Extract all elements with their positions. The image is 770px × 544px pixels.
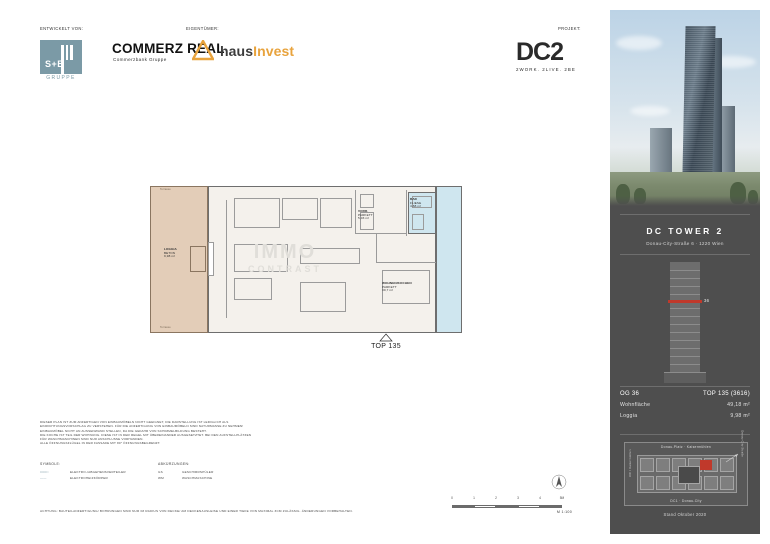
info-row-loggia [610,413,760,424]
north-arrow-icon [548,474,570,490]
unit-marker [356,333,416,350]
unit-marker-label: TOP 135 [371,343,401,350]
sb-logo-bars [61,45,77,60]
note-line: EINBAUMÖBEL NICHT AN AUSSENWAND STELLEN, DA DIE GEFAHR VON SCHIMMELBILDUNG BESTEHT. [40,428,207,433]
unit-info-block [610,391,760,424]
hausinvest-suffix: Invest [253,43,295,59]
watermark-line2: CONTRAST [248,264,322,274]
legend-abbrev: GS [158,470,163,474]
sb-logo-text: S+B [45,59,65,69]
sb-gruppe-logo [40,40,82,82]
key-elevation-tower [670,262,700,372]
wall-segment [406,190,407,236]
hausinvest-logo [220,43,294,59]
wall-segment [355,233,407,234]
note-line: FÜR WASCHMASCHINEN SIND NUR ANSCHLUSSE VORHANDEN. [40,437,144,442]
legend-abbrev-text: GESCHIRRSPÜLER [182,470,214,474]
legend [40,462,300,482]
legend-symbol: □□□□ [40,470,49,474]
commerz-real-name: COMMERZ REAL [112,41,225,56]
developer-label: ENTWICKELT VON: [40,26,84,31]
legend-abbrev-header: ABKÜRZUNGEN: [158,462,190,466]
room-label-hall: VORR. PARKETT 5,03 m² [358,209,373,221]
project-address: Donau-City-Straße 6 · 1220 Wien [646,241,724,246]
scale-tick-label: 5M [559,496,565,500]
key-plan-left-label: VIC / Kaisermühlen [628,449,632,477]
legend-text: ELEKTRO-/ABGEHENSVERTEILER [70,470,126,474]
building-photo [610,10,760,206]
loggia-value: 9,98 m² [730,413,750,419]
key-plan-title: Donau-Platz · Kaisermühlen [660,445,712,449]
wall-segment [376,233,377,263]
room-label-loggia: LOGGIA BETON 9,98 m² [164,247,177,259]
scale-tick-label: 2 [495,496,497,500]
furniture-item [234,244,288,272]
legend-text: ELEKTROHEIZKÖRPER [70,476,108,480]
balcony-door[interactable] [208,242,214,276]
note-line: DIE KOCHE IST TEIL DER WOHNUNG. DIESE IST IN DER REGEL MIT ÜBEREINANDER AUSGESETZTET. BEI DEN AUFSTELLPLÄTZEN [40,432,252,437]
date-note: Stand Oktober 2020 [663,512,707,517]
commerz-real-sub: Commerzbank Gruppe [113,57,167,62]
furniture-item [300,282,346,312]
divider [620,434,750,435]
wall-segment [226,200,227,318]
dc2-project-logo [516,40,588,72]
furniture-item [234,198,280,228]
scale-bar-graphic [452,505,572,508]
edge-note-top: Terrasse [160,188,171,191]
scale-tick-label: 4 [539,496,541,500]
legend-abbrev: WM [158,476,164,480]
east-facade-strip [436,186,462,333]
triangle-icon [379,333,393,342]
area-label: Wohnfläche [620,402,651,408]
furniture-item [300,248,360,264]
dc2-tagline: 2WORK. 2LIVE. 2BE [516,67,576,72]
scale-tick-label: 0 [451,496,453,500]
floor-label: OG 36 [620,391,640,397]
plan-notes [40,420,340,446]
legend-abbrev-text: WASCHMASCHINE [182,476,213,480]
key-elevation-diagram [610,262,760,387]
info-row-floor [610,391,760,402]
furniture-item [320,198,352,228]
current-floor-marker [668,300,702,303]
photo-building-b [722,106,735,174]
project-label: PROJEKT: [558,26,581,31]
key-plan-north-icon [725,450,739,460]
furniture-item [282,198,318,220]
note-line: EINRICHTUNGSVORSCHLAG ZU VERSTEHEN. FÜR DIE ANFERTIGUNG VON EINBAUMÖBELN SIND NATURMASSE ZU NEHMEN! [40,424,244,429]
wall-segment [208,186,462,187]
current-floor-marker-label: 36 [704,298,710,303]
photo-dc-tower [682,26,715,174]
divider [620,386,750,387]
loggia-label: Loggia [620,413,638,419]
scale-tick-label: 1 [473,496,475,500]
furniture-item [360,194,374,208]
bath-fixture [412,214,424,230]
scale-bar [451,496,572,514]
legend-row [40,476,300,482]
photo-building-c [650,128,672,174]
edge-note-bottom: Terrasse [160,326,171,329]
key-plan-footer: DC1 · Donau-City [670,499,702,503]
key-plan [624,430,748,506]
info-row-area [610,402,760,413]
divider [620,214,750,215]
key-plan-right-label: Donau-City-Straße [741,430,745,457]
wall-segment [208,332,462,333]
wall-segment [355,190,356,234]
owner-label: EIGENTÜMER: [186,26,219,31]
divider [620,254,750,255]
legend-symbol: —— [40,476,47,480]
floor-plan-drawing [150,186,462,333]
sb-logo-sub: GRUPPE [46,75,76,81]
scale-ticks [452,496,572,505]
note-line: DIESER PLAN IST ZUM ANFERTIGEN VON EINBAUMÖBELN NICHT GEEIGNET, DIE DARSTELLUNG IST LEDIGLICH ALS [40,420,229,424]
room-label-living: WOHNEN/KOCHEN PARKETT 30,7 m² [382,281,412,293]
loggia-furniture [190,246,206,272]
wall-segment [436,186,437,333]
room-label-bath: BAD FLIESE 4,88 m² [410,197,422,209]
key-elevation-base [664,372,706,383]
project-title: DC TOWER 2 [646,226,724,236]
key-plan-core [678,466,700,484]
note-line: ALLE ÖFFNUNGSFLÜGEL IN DER FASSADE MIT 80° ÖFFNUNGSBEGRENZT. [40,441,161,446]
hausinvest-prefix: haus [220,43,254,59]
area-value: 49,18 m² [727,402,750,408]
wall-segment [376,262,436,263]
watermark-line1: IMMO [253,241,317,263]
dc2-logo-text: DC2 [516,38,564,66]
commerzbank-mark-icon [192,40,214,61]
scale-tick-label: 3 [517,496,519,500]
disclaimer-text: ACHTUNG: BAUTEILANFERTIGUNG/ BOHRUNGEN SIND NUR IM RADIUS VON DECKE/ AM DECKENAUSLEISE UND EINER TIEFE VON MAXIMAL 3CM ZULÄSSIG. ÄNDERUNGEN VORBEHALTEN. [40,509,353,513]
legend-symbols-header: SYMBOLE: [40,462,61,466]
info-panel [610,10,760,534]
furniture-item [234,278,272,300]
scale-label: M 1:100 [556,510,572,514]
photo-fade [610,196,760,206]
key-plan-floorplate [637,455,737,493]
unit-label: TOP 135 (3616) [702,391,750,397]
key-plan-unit-highlight [700,460,712,470]
